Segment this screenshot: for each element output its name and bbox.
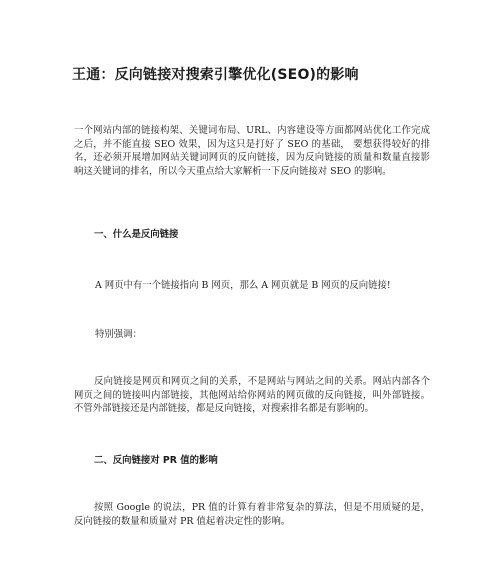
section1-text: A 网页中有一个链接指向 B 网页，那么 A 网页就是 B 网页的反向链接! <box>95 280 391 291</box>
section1-heading: 一、什么是反向链接 <box>94 229 179 240</box>
section1-note-label: 特别强调： <box>95 329 142 340</box>
section1-note-paragraph: 反向链接是网页和网页之间的关系，不是网站与网站之间的关系。网站内部各个网页之间的链接叫内部链接，其他网站给你网站的网页做的反向链接，叫外部链接。不管外部链接还是内部链接，都是反向链接，对搜索排名都是有影响的。 <box>74 376 430 415</box>
section2-heading: 二、反向链接对 PR 值的影响 <box>94 455 218 466</box>
document-title: 王通：反向链接对搜索引擎优化(SEO)的影响 <box>72 67 359 83</box>
section2-paragraph: 按照 Google 的说法，PR 值的计算有着非常复杂的算法，但是不用质疑的是，反向链接的数量和质量对 PR 值起着决定性的影响。 <box>74 502 430 527</box>
intro-paragraph: 一个网站内部的链接构架、关键词布局、URL、内容建设等方面都网站优化工作完成之后，并不能直接 SEO 效果，因为这只是打好了 SEO 的基础， 要想获得较好的排名，还必须开展增加网站关键词网页的反向链接，因为反向链接的质量和数量直接影响这关键词的排名，所以今天重点给大家解析一下反向链接对 SEO 的影响。 <box>74 125 430 177</box>
